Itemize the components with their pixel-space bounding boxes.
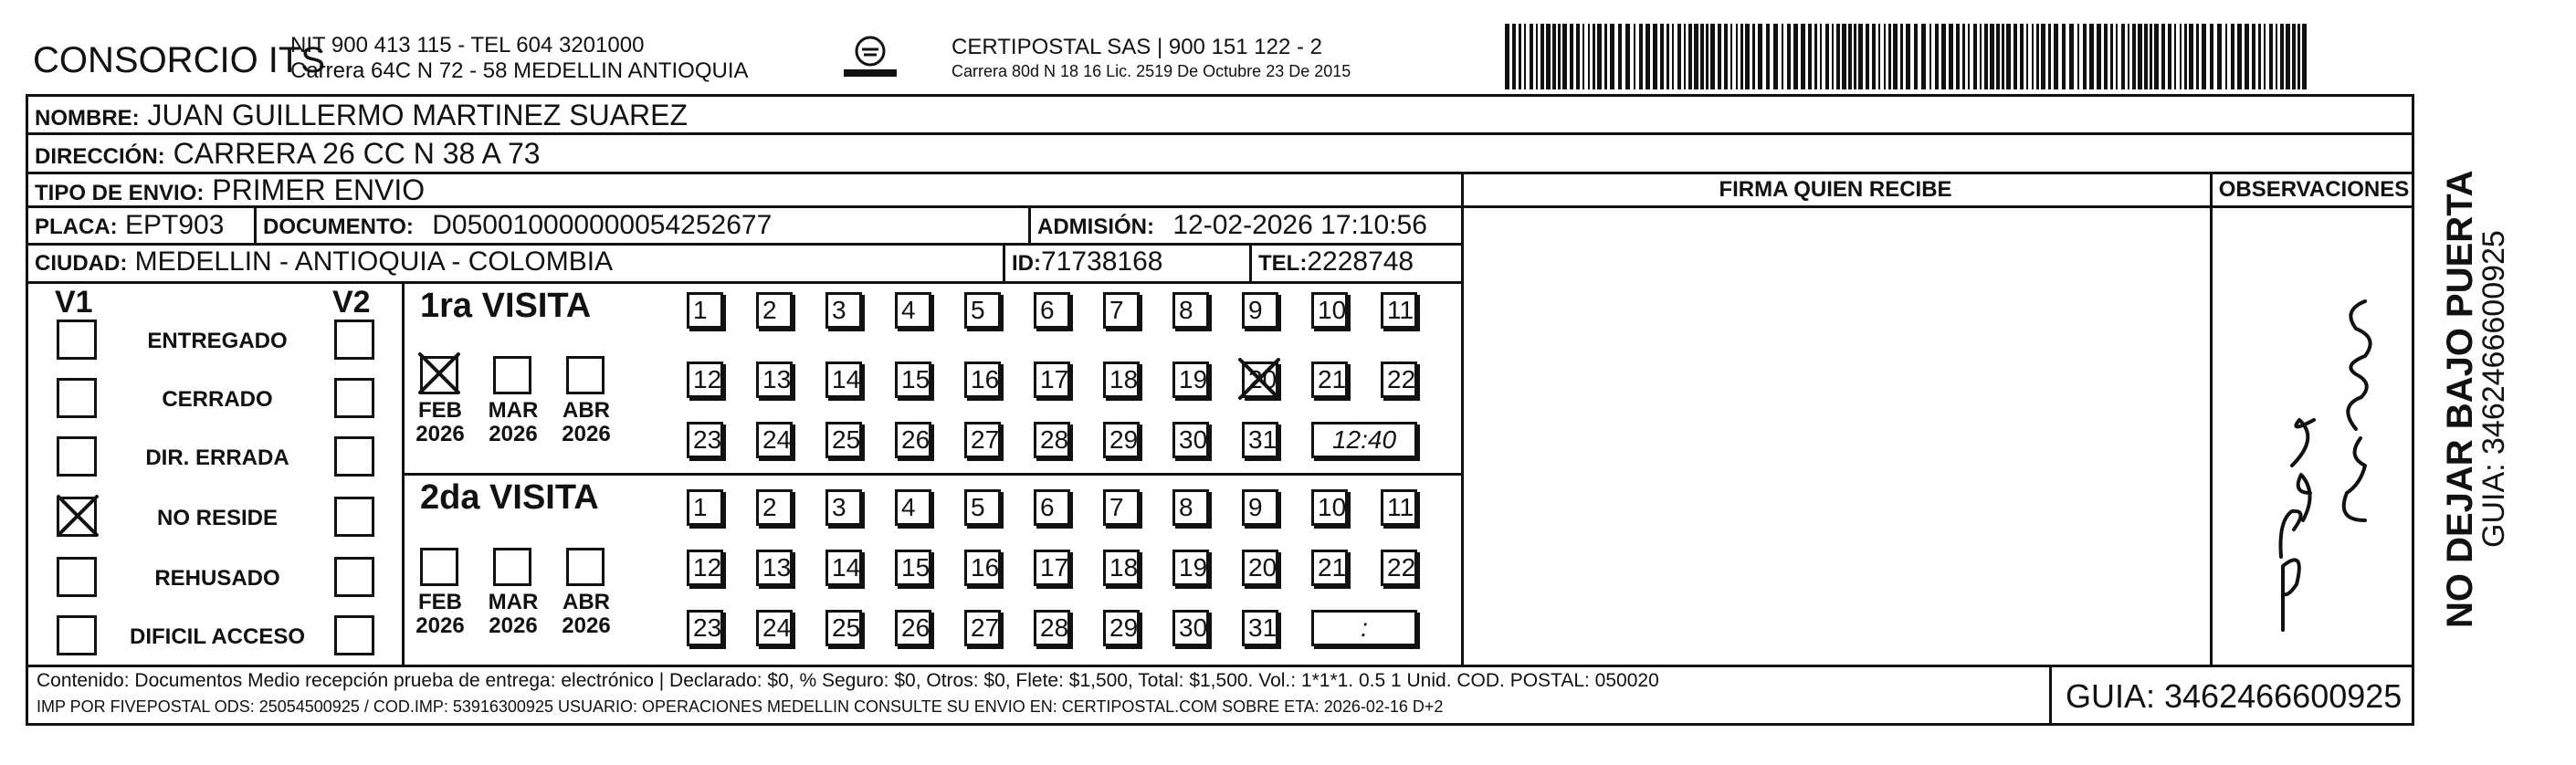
ciudad-label: CIUDAD: — [35, 251, 128, 276]
barcode-bar — [1618, 24, 1622, 89]
barcode-bar — [2026, 24, 2028, 89]
year-label: 2026 — [415, 422, 465, 446]
status-label: ENTREGADO — [147, 329, 288, 353]
barcode-bar — [2297, 24, 2300, 89]
barcode-bar — [1866, 24, 1869, 89]
visit2-day-box[interactable]: 20 — [1242, 550, 1278, 586]
visit2-day-box[interactable]: 14 — [825, 550, 862, 586]
barcode-bar — [1996, 24, 2000, 89]
admision-label: ADMISIÓN: — [1037, 215, 1154, 239]
barcode-bar — [1684, 24, 1686, 89]
visit2-day-box[interactable]: 29 — [1103, 610, 1140, 646]
direccion-value: CARRERA 26 CC N 38 A 73 — [173, 137, 541, 170]
visit1-day-box[interactable]: 18 — [1103, 362, 1140, 398]
barcode-bar — [2132, 24, 2136, 89]
month-label: MAR — [488, 590, 539, 614]
footer-line1: Contenido: Documentos Medio recepción prueba de entrega: electrónico | Declarado: $0, % Seguro: $0, Otros: $0, Flete: $1,500, Total: $1,500. Vol.: 1*1*1. 0.5 1 Unid. COD. POSTAL: 050020 — [37, 670, 1659, 691]
barcode-bar — [1900, 24, 1903, 89]
visit2-day-box[interactable]: 23 — [687, 610, 723, 646]
visit2-day-box[interactable]: 30 — [1172, 610, 1209, 646]
visit2-day-box[interactable]: 10 — [1311, 489, 1348, 526]
barcode-bar — [1558, 24, 1561, 89]
barcode-bar — [1677, 24, 1681, 89]
firma-header: FIRMA QUIEN RECIBE — [1719, 177, 1952, 202]
barcode-bar — [1962, 24, 1965, 89]
barcode-bar — [1872, 24, 1876, 89]
visit2-day-box[interactable]: 9 — [1242, 489, 1278, 526]
visit2-day-box[interactable]: 11 — [1381, 489, 1417, 526]
visit2-day-box[interactable]: 1 — [687, 489, 723, 526]
status-label: CERRADO — [162, 387, 273, 412]
barcode — [1505, 24, 2318, 89]
barcode-bar — [2144, 24, 2148, 89]
barcode-bar — [2280, 24, 2284, 89]
barcode-bar — [1773, 24, 1778, 89]
barcode-bar — [2302, 24, 2307, 89]
barcode-bar — [1519, 24, 1521, 89]
barcode-bar — [2121, 24, 2125, 89]
barcode-bar — [2062, 24, 2066, 89]
address-line: Carrera 64C N 72 - 58 MEDELLIN ANTIOQUIA — [290, 58, 749, 83]
company-name: CONSORCIO ITS — [33, 40, 326, 80]
barcode-bar — [2237, 24, 2242, 89]
visit1-day-box[interactable]: 8 — [1172, 292, 1209, 329]
admision-value: 12-02-2026 17:10:56 — [1172, 210, 1427, 240]
barcode-bar — [2116, 24, 2118, 89]
month-label: MAR — [488, 398, 539, 423]
tel-value: 2228748 — [1307, 246, 1414, 277]
tel-label: TEL: — [1258, 251, 1308, 276]
visit1-day-box[interactable]: 16 — [964, 362, 1001, 398]
visit2-day-box[interactable]: 19 — [1172, 550, 1209, 586]
month-checkbox[interactable] — [493, 548, 531, 586]
visit1-day-box[interactable]: 7 — [1103, 292, 1140, 329]
visit2-day-box[interactable]: 31 — [1242, 610, 1278, 646]
barcode-bar — [1512, 24, 1516, 89]
placa-label: PLACA: — [35, 215, 118, 239]
barcode-bar — [1848, 24, 1852, 89]
visit2-day-box[interactable]: 22 — [1381, 550, 1417, 586]
barcode-bar — [2180, 24, 2182, 89]
barcode-bar — [1858, 24, 1863, 89]
barcode-bar — [1660, 24, 1664, 89]
documento-row — [263, 210, 772, 241]
barcode-bar — [1980, 24, 1982, 89]
barcode-bar — [1653, 24, 1657, 89]
side-warning: NO DEJAR BAJO PUERTA — [2440, 170, 2480, 628]
month-label: ABR — [563, 590, 610, 614]
nombre-value: JUAN GUILLERMO MARTINEZ SUAREZ — [147, 99, 689, 131]
barcode-bar — [1758, 24, 1762, 89]
status-v2-checkbox[interactable] — [334, 615, 374, 655]
check-mark-icon — [55, 493, 100, 539]
id-row — [1012, 246, 1162, 278]
barcode-bar — [1949, 24, 1953, 89]
barcode-bar — [1740, 24, 1743, 89]
barcode-bar — [2069, 24, 2074, 89]
barcode-bar — [1724, 24, 1728, 89]
status-v2-checkbox[interactable] — [334, 497, 374, 537]
barcode-bar — [1888, 24, 1891, 89]
visit1-day-box[interactable]: 1 — [687, 292, 723, 329]
visit1-day-box[interactable]: 23 — [687, 422, 723, 458]
barcode-bar — [1801, 24, 1805, 89]
visit1-title: 1ra VISITA — [420, 287, 592, 325]
barcode-bar — [2217, 24, 2222, 89]
barcode-bar — [1787, 24, 1791, 89]
barcode-bar — [1530, 24, 1533, 89]
documento-label: DOCUMENTO: — [263, 215, 414, 239]
barcode-bar — [2128, 24, 2129, 89]
barcode-bar — [1914, 24, 1918, 89]
v1-header: V1 — [55, 285, 93, 320]
visit2-day-box[interactable]: 8 — [1172, 489, 1209, 526]
visit1-day-box[interactable]: 5 — [964, 292, 1001, 329]
month-label: FEB — [418, 398, 462, 423]
barcode-bar — [2258, 24, 2261, 89]
direccion-row — [35, 137, 541, 171]
certipostal-line2: Carrera 80d N 18 16 Lic. 2519 De Octubre 23 De 2015 — [952, 62, 1351, 80]
barcode-bar — [1625, 24, 1630, 89]
ciudad-value: MEDELLIN - ANTIOQUIA - COLOMBIA — [134, 246, 614, 277]
visit2-day-box[interactable]: 17 — [1034, 550, 1070, 586]
barcode-bar — [2020, 24, 2024, 89]
year-label: 2026 — [489, 422, 538, 446]
placa-value: EPT903 — [125, 210, 225, 240]
footer-guia: GUIA: 3462466600925 — [2066, 677, 2403, 715]
barcode-bar — [1921, 24, 1926, 89]
visit1-day-box[interactable]: 10 — [1311, 292, 1348, 329]
visit2-title: 2da VISITA — [420, 478, 599, 517]
status-v2-checkbox[interactable] — [334, 378, 374, 418]
barcode-bar — [2161, 24, 2165, 89]
barcode-bar — [1820, 24, 1822, 89]
barcode-bar — [1793, 24, 1798, 89]
barcode-bar — [2210, 24, 2213, 89]
visit2-day-box[interactable]: 28 — [1034, 610, 1070, 646]
barcode-bar — [1752, 24, 1755, 89]
barcode-bar — [2054, 24, 2058, 89]
barcode-bar — [1667, 24, 1669, 89]
admision-row — [1037, 210, 1427, 241]
visit2-day-box[interactable]: 12 — [687, 550, 723, 586]
direccion-label: DIRECCIÓN: — [35, 144, 165, 169]
barcode-bar — [1710, 24, 1715, 89]
barcode-bar — [1718, 24, 1721, 89]
barcode-bar — [1968, 24, 1970, 89]
barcode-bar — [2174, 24, 2176, 89]
status-v1-checkbox[interactable] — [57, 320, 97, 360]
barcode-bar — [1878, 24, 1880, 89]
month-checkbox[interactable] — [566, 356, 605, 394]
visit2-day-box[interactable]: 5 — [964, 489, 1001, 526]
visit2-day-box[interactable]: 3 — [825, 489, 862, 526]
visit2-day-box[interactable]: 27 — [964, 610, 1001, 646]
barcode-bar — [1893, 24, 1898, 89]
month-checkbox[interactable] — [420, 548, 458, 586]
barcode-bar — [1588, 24, 1590, 89]
status-v1-checkbox[interactable] — [57, 615, 97, 655]
barcode-bar — [1782, 24, 1783, 89]
barcode-bar — [1546, 24, 1551, 89]
year-label: 2026 — [562, 422, 611, 446]
barcode-bar — [1645, 24, 1650, 89]
month-label: ABR — [563, 398, 610, 423]
status-label: DIFICIL ACCESO — [129, 624, 305, 649]
visit2-day-box[interactable]: 24 — [756, 610, 793, 646]
barcode-bar — [1610, 24, 1614, 89]
barcode-bar — [2286, 24, 2290, 89]
visit1-day-box[interactable]: 22 — [1381, 362, 1417, 398]
barcode-bar — [1639, 24, 1643, 89]
barcode-bar — [1842, 24, 1846, 89]
visit1-time-box[interactable]: 12:40 — [1311, 422, 1417, 458]
barcode-bar — [2013, 24, 2017, 89]
certipostal-line1: CERTIPOSTAL SAS | 900 151 122 - 2 — [952, 35, 1322, 59]
visit1-day-box[interactable]: 28 — [1034, 422, 1070, 458]
barcode-bar — [1672, 24, 1674, 89]
nombre-row — [35, 99, 688, 132]
barcode-bar — [1832, 24, 1834, 89]
barcode-bar — [2189, 24, 2193, 89]
barcode-bar — [1688, 24, 1692, 89]
barcode-bar — [2202, 24, 2206, 89]
year-label: 2026 — [489, 613, 538, 638]
visit1-day-box[interactable]: 13 — [756, 362, 793, 398]
barcode-bar — [1634, 24, 1635, 89]
v2-header: V2 — [332, 285, 371, 320]
status-label: NO RESIDE — [156, 506, 279, 530]
visit1-day-box[interactable]: 21 — [1311, 362, 1348, 398]
barcode-bar — [2252, 24, 2255, 89]
visit2-day-box[interactable]: 25 — [825, 610, 862, 646]
barcode-bar — [1884, 24, 1886, 89]
barcode-bar — [1956, 24, 1960, 89]
documento-value: D050010000000054252677 — [432, 210, 773, 240]
barcode-bar — [1582, 24, 1584, 89]
visit1-day-box[interactable]: 15 — [895, 362, 931, 398]
barcode-bar — [2225, 24, 2227, 89]
barcode-bar — [2104, 24, 2108, 89]
visit1-day-box[interactable]: 12 — [687, 362, 723, 398]
barcode-bar — [2292, 24, 2296, 89]
barcode-bar — [2231, 24, 2234, 89]
barcode-bar — [2048, 24, 2051, 89]
check-mark-icon — [416, 351, 462, 396]
placa-row — [35, 210, 224, 241]
visit2-day-box[interactable]: 6 — [1034, 489, 1070, 526]
visit1-day-box[interactable]: 11 — [1381, 292, 1417, 329]
visit1-day-box[interactable]: 29 — [1103, 422, 1140, 458]
barcode-bar — [1593, 24, 1595, 89]
visit2-day-box[interactable]: 26 — [895, 610, 931, 646]
barcode-bar — [1536, 24, 1538, 89]
status-v1-checkbox[interactable] — [57, 557, 97, 597]
id-value: 71738168 — [1041, 246, 1163, 277]
visit1-day-box[interactable]: 17 — [1034, 362, 1070, 398]
visit1-day-box[interactable]: 2 — [756, 292, 793, 329]
month-checkbox[interactable] — [493, 356, 531, 394]
barcode-bar — [1929, 24, 1931, 89]
id-label: ID: — [1012, 251, 1041, 276]
barcode-bar — [2276, 24, 2277, 89]
barcode-bar — [1562, 24, 1567, 89]
barcode-bar — [2150, 24, 2152, 89]
barcode-bar — [2264, 24, 2266, 89]
visit1-day-box[interactable]: 9 — [1242, 292, 1278, 329]
observaciones-header: OBSERVACIONES — [2218, 177, 2410, 202]
barcode-bar — [1524, 24, 1526, 89]
barcode-bar — [1935, 24, 1939, 89]
barcode-bar — [1597, 24, 1602, 89]
tipo-value: PRIMER ENVIO — [212, 173, 426, 206]
visit2-time-box[interactable]: : — [1311, 610, 1417, 646]
visit1-day-box[interactable]: 6 — [1034, 292, 1070, 329]
barcode-bar — [1973, 24, 1977, 89]
year-label: 2026 — [415, 613, 465, 638]
barcode-bar — [2110, 24, 2113, 89]
status-label: REHUSADO — [154, 566, 280, 591]
barcode-bar — [1906, 24, 1910, 89]
barcode-bar — [1730, 24, 1732, 89]
barcode-bar — [2006, 24, 2011, 89]
barcode-bar — [1854, 24, 1856, 89]
status-v1-checkbox[interactable] — [57, 436, 97, 477]
barcode-bar — [1766, 24, 1770, 89]
status-label: DIR. ERRADA — [145, 445, 289, 470]
barcode-bar — [2002, 24, 2004, 89]
check-mark-icon — [1236, 356, 1282, 402]
footer-line2: IMP POR FIVEPOSTAL ODS: 25054500925 / COD.IMP: 53916300925 USUARIO: OPERACIONES MEDELLIN CONSULTE SU ENVIO EN: CERTIPOSTAL.COM SOBRE ETA: 2026-02-16 D+2 — [37, 697, 1444, 716]
tel-row — [1258, 246, 1414, 278]
signature-handwriting — [2228, 219, 2402, 648]
barcode-bar — [1604, 24, 1607, 89]
visit2-day-box[interactable]: 16 — [964, 550, 1001, 586]
barcode-bar — [1990, 24, 1994, 89]
barcode-bar — [2269, 24, 2273, 89]
status-v2-checkbox[interactable] — [334, 436, 374, 477]
status-v2-checkbox[interactable] — [334, 557, 374, 597]
year-label: 2026 — [562, 613, 611, 638]
tipo-row — [35, 173, 425, 207]
barcode-bar — [1570, 24, 1573, 89]
barcode-bar — [2097, 24, 2101, 89]
status-v2-checkbox[interactable] — [334, 320, 374, 360]
nombre-label: NOMBRE: — [35, 106, 140, 131]
barcode-bar — [1540, 24, 1544, 89]
barcode-bar — [2083, 24, 2087, 89]
barcode-bar — [2196, 24, 2199, 89]
visit2-day-box[interactable]: 4 — [895, 489, 931, 526]
barcode-bar — [2245, 24, 2249, 89]
visit1-day-box[interactable]: 14 — [825, 362, 862, 398]
barcode-bar — [1745, 24, 1750, 89]
visit2-day-box[interactable]: 2 — [756, 489, 793, 526]
barcode-bar — [1825, 24, 1829, 89]
visit1-day-box[interactable]: 26 — [895, 422, 931, 458]
visit2-day-box[interactable]: 7 — [1103, 489, 1140, 526]
tipo-label: TIPO DE ENVIO: — [35, 181, 205, 205]
month-checkbox[interactable] — [566, 548, 605, 586]
visit1-day-box[interactable]: 4 — [895, 292, 931, 329]
visit1-day-box[interactable]: 25 — [825, 422, 862, 458]
barcode-bar — [2089, 24, 2094, 89]
visit2-day-box[interactable]: 18 — [1103, 550, 1140, 586]
status-v1-checkbox[interactable] — [57, 378, 97, 418]
barcode-bar — [1808, 24, 1812, 89]
visit2-day-box[interactable]: 21 — [1311, 550, 1348, 586]
barcode-bar — [1576, 24, 1580, 89]
barcode-bar — [2032, 24, 2034, 89]
ciudad-row — [35, 246, 613, 278]
barcode-bar — [2138, 24, 2142, 89]
visit1-day-box[interactable]: 31 — [1242, 422, 1278, 458]
barcode-bar — [1941, 24, 1946, 89]
barcode-bar — [1836, 24, 1840, 89]
barcode-bar — [1814, 24, 1817, 89]
barcode-bar — [1706, 24, 1709, 89]
barcode-bar — [1505, 24, 1509, 89]
visit1-day-box[interactable]: 19 — [1172, 362, 1209, 398]
barcode-bar — [2154, 24, 2159, 89]
visit2-day-box[interactable]: 13 — [756, 550, 793, 586]
certipostal-logo — [838, 33, 902, 84]
barcode-bar — [2184, 24, 2187, 89]
visit1-day-box[interactable]: 20 — [1242, 362, 1278, 398]
barcode-bar — [1984, 24, 1988, 89]
side-guia: GUIA: 3462466600925 — [2476, 230, 2511, 548]
nit-line: NIT 900 413 115 - TEL 604 3201000 — [290, 33, 645, 58]
barcode-bar — [2036, 24, 2039, 89]
month-label: FEB — [418, 590, 462, 614]
barcode-bar — [2077, 24, 2079, 89]
barcode-bar — [1694, 24, 1698, 89]
barcode-bar — [2168, 24, 2171, 89]
visit1-day-box[interactable]: 27 — [964, 422, 1001, 458]
barcode-bar — [2041, 24, 2045, 89]
barcode-bar — [1736, 24, 1738, 89]
barcode-bar — [1700, 24, 1704, 89]
visit1-day-box[interactable]: 24 — [756, 422, 793, 458]
barcode-bar — [1552, 24, 1556, 89]
visit2-day-box[interactable]: 15 — [895, 550, 931, 586]
visit1-day-box[interactable]: 30 — [1172, 422, 1209, 458]
visit1-day-box[interactable]: 3 — [825, 292, 862, 329]
